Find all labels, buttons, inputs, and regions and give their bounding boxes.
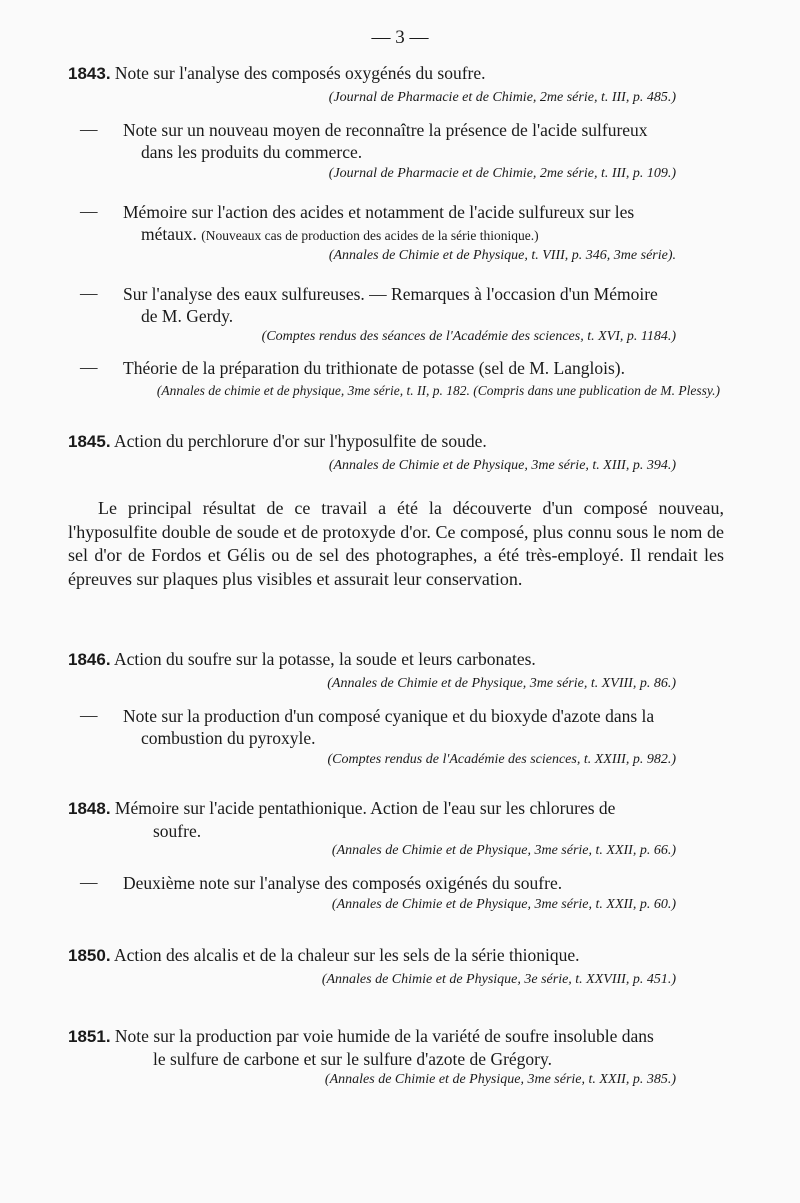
entry-source: (Annales de chimie et de physique, 3me série, t. II, p. 182. (Compris dans une publication de M. Plessy.)	[156, 383, 720, 398]
entry-note: (Nouveaux cas de production des acides de la série thionique.)	[201, 228, 539, 243]
entry-source: (Journal de Pharmacie et de Chimie, 2me série, t. III, p. 109.)	[328, 166, 676, 181]
entry-year: 1851.	[68, 1027, 111, 1046]
entry-subitem	[123, 872, 723, 894]
entry-source: (Annales de Chimie et de Physique, 3e série, t. XXVIII, p. 451.)	[321, 972, 676, 987]
entry-text: Mémoire sur l'acide pentathionique. Action de l'eau sur les chlorures de	[114, 798, 616, 818]
entry-text-line1: Sur l'analyse des eaux sulfureuses. — Remarques à l'occasion d'un Mémoire	[123, 284, 658, 304]
entry-text-line1: Note sur la production d'un composé cyanique et du bioxyde d'azote dans la	[123, 706, 655, 726]
entry-1843	[68, 62, 724, 85]
dash-marker: —	[80, 872, 98, 892]
entry-1850	[68, 944, 724, 967]
entry-text: Note sur l'analyse des composés oxygénés du soufre.	[114, 63, 486, 83]
entry-source: (Journal de Pharmacie et de Chimie, 2me série, t. III, p. 485.)	[328, 90, 676, 105]
entry-text-line2: de M. Gerdy.	[141, 306, 234, 326]
entry-source: (Annales de Chimie et de Physique, 3me série, t. XIII, p. 394.)	[328, 458, 676, 473]
entry-text: Action du soufre sur la potasse, la soude et leurs carbonates.	[113, 649, 536, 669]
entry-text-line1: Mémoire sur l'action des acides et notamment de l'acide sulfureux sur les	[123, 202, 635, 222]
dash-marker: —	[80, 119, 98, 139]
entry-year: 1843.	[68, 64, 111, 83]
entry-source: (Comptes rendus des séances de l'Académie des sciences, t. XVI, p. 1184.)	[261, 329, 676, 344]
page-number: — 3 —	[371, 27, 429, 48]
entry-text-line2: soufre.	[153, 821, 202, 841]
entry-source: (Comptes rendus de l'Académie des sciences, t. XXIII, p. 982.)	[327, 752, 676, 767]
dash-marker: —	[80, 283, 98, 303]
entry-year: 1845.	[68, 432, 111, 451]
entry-text-line1: Note sur un nouveau moyen de reconnaître la présence de l'acide sulfureux	[123, 120, 648, 140]
entry-year: 1850.	[68, 946, 111, 965]
entry-subitem	[123, 283, 723, 327]
entry-text: Action du perchlorure d'or sur l'hyposulfite de soude.	[113, 431, 487, 451]
entry-year: 1848.	[68, 799, 111, 818]
entry-text-line2: métaux.	[141, 224, 197, 244]
entry-1848	[68, 797, 724, 842]
entry-subitem	[123, 119, 723, 163]
entry-1845	[68, 430, 724, 453]
entry-text-line1: Deuxième note sur l'analyse des composés oxigénés du soufre.	[123, 873, 563, 893]
dash-marker: —	[80, 705, 98, 725]
entry-text-line2: le sulfure de carbone et sur le sulfure d'azote de Grégory.	[153, 1049, 552, 1069]
entry-text-line2: dans les produits du commerce.	[141, 142, 363, 162]
dash-marker: —	[80, 357, 98, 377]
entry-subitem	[123, 357, 723, 379]
entry-text: Note sur la production par voie humide de la variété de soufre insoluble dans	[114, 1026, 654, 1046]
entry-1851	[68, 1025, 724, 1070]
summary-paragraph: Le principal résultat de ce travail a été la découverte d'un composé nouveau, l'hyposulfite double de soude et de protoxyde d'or. Ce composé, plus connu sous le nom de sel d'or de Fordos et Gélis ou de sel des photographes, a été très-employé. Il rendait les épreuves sur plaques plus visibles et assurait leur conservation.	[68, 498, 724, 589]
entry-year: 1846.	[68, 650, 111, 669]
entry-source: (Annales de Chimie et de Physique, 3me série, t. XVIII, p. 86.)	[327, 676, 676, 691]
entry-1846	[68, 648, 724, 671]
entry-text-line1: Théorie de la préparation du trithionate de potasse (sel de M. Langlois).	[123, 358, 625, 378]
entry-subitem	[123, 201, 723, 247]
entry-source: (Annales de Chimie et de Physique, t. VIII, p. 346, 3me série).	[328, 248, 676, 263]
entry-source: (Annales de Chimie et de Physique, 3me série, t. XXII, p. 66.)	[331, 843, 676, 858]
entry-subitem	[123, 705, 723, 749]
entry-text: Action des alcalis et de la chaleur sur les sels de la série thionique.	[113, 945, 580, 965]
dash-marker: —	[80, 201, 98, 221]
entry-source: (Annales de Chimie et de Physique, 3me série, t. XXII, p. 60.)	[331, 897, 676, 912]
entry-source: (Annales de Chimie et de Physique, 3me série, t. XXII, p. 385.)	[324, 1072, 676, 1087]
entry-text-line2: combustion du pyroxyle.	[141, 728, 316, 748]
